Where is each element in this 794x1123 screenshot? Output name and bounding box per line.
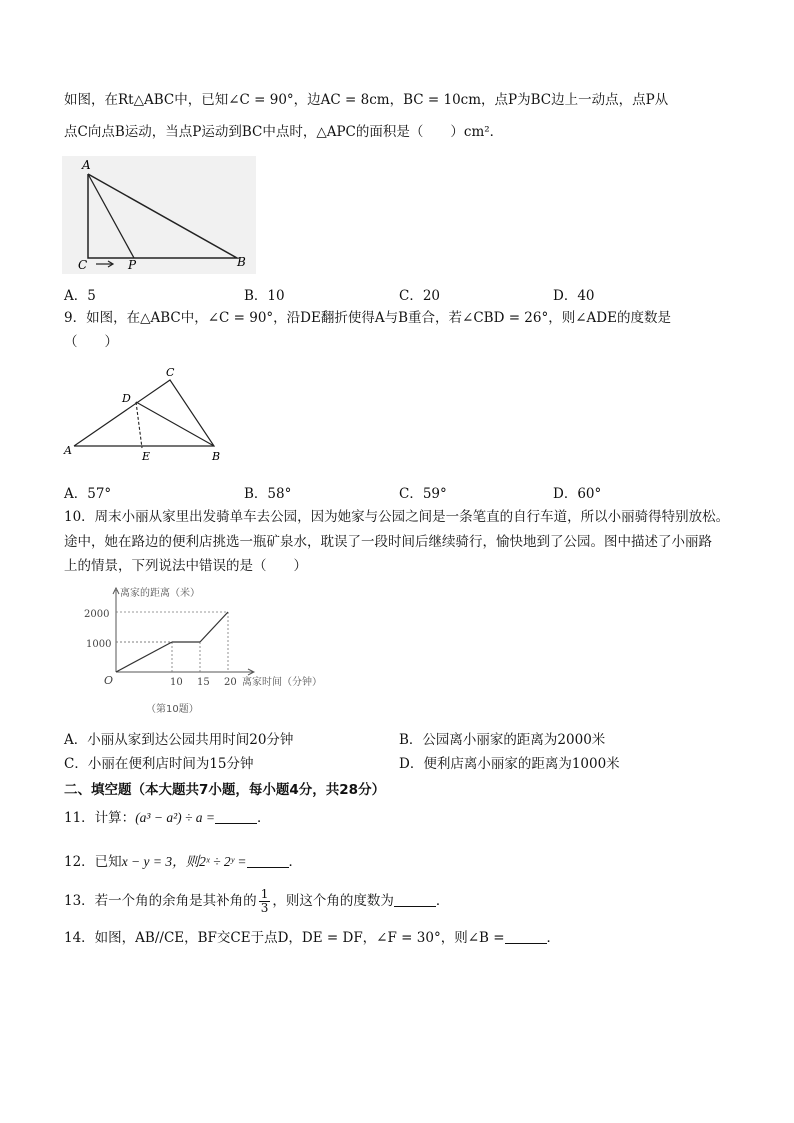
- q10-option-d[interactable]: D．便利店离小丽家的距离为1000米: [399, 756, 620, 772]
- q10-x-tick-10: 10: [170, 677, 183, 688]
- q9-line1: 9．如图，在△ABC中，∠C = 90°，沿DE翻折使得A与B重合，若∠CBD = 26°，则∠ADE的度数是: [64, 310, 671, 326]
- q11-suffix: ．: [257, 810, 271, 826]
- q13: [64, 886, 744, 916]
- q11-answer-blank[interactable]: [215, 809, 257, 824]
- q13-fraction-numerator: 1: [260, 887, 269, 901]
- q11-expression: (a³ − a²) ÷ a =: [135, 810, 216, 825]
- q10-chart-svg: [76, 584, 348, 720]
- q10-option-c[interactable]: C．小丽在便利店时间为15分钟: [64, 756, 254, 772]
- q10-series-segment: [116, 642, 172, 672]
- q10-line2: 途中，她在路边的便利店挑选一瓶矿泉水，耽误了一段时间后继续骑行，愉快地到了公园。图中描述了小丽路: [64, 534, 712, 550]
- q14: [64, 928, 744, 948]
- q10-y-tick-1000: 1000: [86, 639, 112, 650]
- q10-line1: 10．周末小丽从家里出发骑单车去公园，因为她家与公园之间是一条笔直的自行车道，所以小丽骑得特别放松。: [64, 509, 730, 525]
- q14-suffix: ．: [546, 930, 561, 946]
- q10-origin-label: O: [104, 674, 114, 687]
- q10-option-b[interactable]: B．公园离小丽家的距离为2000米: [399, 732, 606, 748]
- q10-x-tick-20: 20: [224, 677, 237, 688]
- q8-label-b: B: [237, 255, 246, 269]
- q9-segment-bd: [136, 402, 214, 446]
- q10-chart: [76, 584, 348, 720]
- q8-figure: [62, 156, 256, 274]
- q12: [64, 852, 744, 872]
- q14-text: 14．如图，AB//CE，BF交CE于点D，DE = DF，∠F = 30°，则∠B =: [64, 930, 505, 946]
- q9-option-d[interactable]: D．60°: [553, 486, 602, 502]
- q9-fold-line-de: [136, 402, 142, 448]
- q9-option-a[interactable]: A．57°: [64, 486, 112, 502]
- q9-triangle: [74, 380, 214, 446]
- q10-x-label: 离家时间（分钟）: [242, 677, 322, 688]
- q9-label-d: D: [122, 392, 131, 405]
- q12-answer-blank[interactable]: [247, 853, 289, 868]
- q11-prefix: 11．计算：: [64, 810, 136, 826]
- q9-label-a: A: [64, 444, 72, 457]
- q9-triangle-diagram: [62, 364, 232, 464]
- q13-suffix: ，则这个角的度数为: [272, 893, 394, 909]
- q14-answer-blank[interactable]: [505, 929, 547, 944]
- q8-triangle-diagram: [62, 156, 256, 274]
- q12-suffix: ．: [288, 854, 303, 870]
- section-2-title: 二、填空题（本大题共7小题，每小题4分，共28分）: [64, 782, 386, 798]
- q10-line3: 上的情景，下列说法中错误的是（ ）: [64, 558, 307, 574]
- q9-line2: （ ）: [64, 334, 118, 350]
- q10-y-label: 离家的距离（米）: [120, 588, 200, 599]
- q13-end: ．: [435, 893, 450, 909]
- q11: [64, 808, 744, 828]
- q8-option-a[interactable]: A．5: [64, 288, 96, 304]
- q13-prefix: 13．若一个角的余角是其补角的: [64, 893, 257, 909]
- q12-expression: x − y = 3，则2ˣ ÷ 2ʸ =: [121, 854, 247, 869]
- q13-fraction-denominator: 3: [260, 901, 269, 915]
- q10-caption: （第10题）: [146, 704, 199, 715]
- q9-option-b[interactable]: B．58°: [244, 486, 292, 502]
- q10-x-tick-15: 15: [197, 677, 210, 688]
- q8-line1: 如图，在Rt△ABC中，已知∠C = 90°，边AC = 8cm，BC = 10cm，点P为BC边上一动点，点P从: [64, 92, 669, 108]
- q8-label-p: P: [128, 258, 137, 272]
- q9-figure: [62, 364, 232, 464]
- q9-label-e: E: [142, 450, 151, 463]
- q9-label-b: B: [212, 450, 221, 463]
- q10-option-a[interactable]: A．小丽从家到达公园共用时间20分钟: [64, 732, 294, 748]
- q13-fraction: [259, 888, 271, 915]
- q10-y-tick-2000: 2000: [84, 609, 110, 620]
- q10-series-segment: [200, 612, 228, 642]
- q8-option-d[interactable]: D．40: [553, 288, 595, 304]
- q9-option-c[interactable]: C．59°: [399, 486, 447, 502]
- q9-label-c: C: [166, 366, 175, 379]
- q8-label-a: A: [82, 158, 91, 172]
- q8-option-c[interactable]: C．20: [399, 288, 441, 304]
- q8-line2: 点C向点B运动，当点P运动到BC中点时，△APC的面积是（ ）cm²．: [64, 124, 504, 140]
- q8-label-c: C: [78, 258, 88, 272]
- q8-option-b[interactable]: B．10: [244, 288, 285, 304]
- q13-answer-blank[interactable]: [394, 892, 436, 907]
- q12-prefix: 12．已知: [64, 854, 122, 870]
